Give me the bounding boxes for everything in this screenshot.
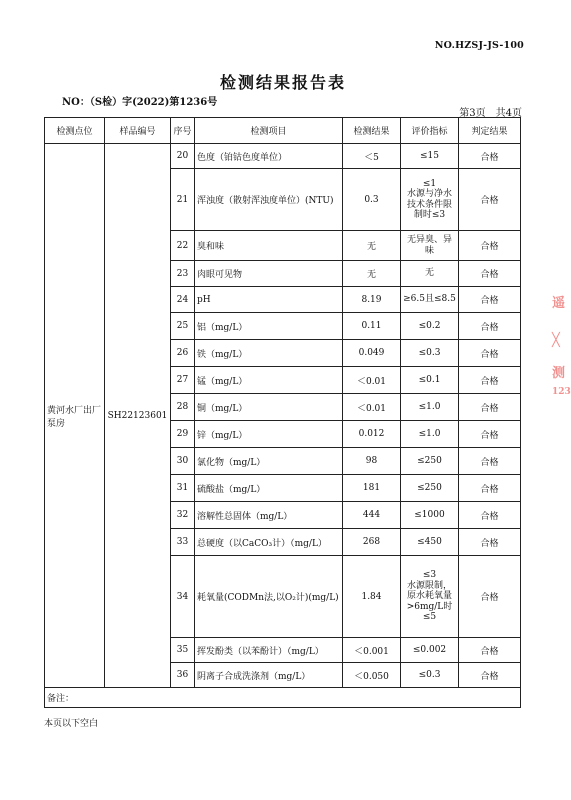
index-cell: 31: [171, 475, 195, 502]
indicator-cell: ≤15: [401, 144, 459, 169]
judgment-cell: 合格: [459, 261, 521, 287]
header-test-item: 检测项目: [195, 118, 343, 144]
index-cell: 28: [171, 394, 195, 421]
test-item-cell: 溶解性总固体（mg/L）: [195, 502, 343, 529]
header-judgment: 判定结果: [459, 118, 521, 144]
test-item-cell: 浑浊度（散射浑浊度单位）(NTU): [195, 169, 343, 231]
test-item-cell: 铝（mg/L）: [195, 313, 343, 340]
page-info: 第3页 共4页: [459, 108, 522, 119]
indicator-cell: 无: [401, 261, 459, 287]
judgment-cell: 合格: [459, 340, 521, 367]
result-cell: ＜5: [343, 144, 401, 169]
test-item-cell: 肉眼可见物: [195, 261, 343, 287]
judgment-cell: 合格: [459, 529, 521, 556]
indicator-cell: ≤250: [401, 475, 459, 502]
judgment-cell: 合格: [459, 144, 521, 169]
judgment-cell: 合格: [459, 421, 521, 448]
indicator-cell: ≥6.5且≤8.5: [401, 287, 459, 313]
judgment-cell: 合格: [459, 231, 521, 261]
indicator-cell: ≤0.002: [401, 638, 459, 663]
indicator-cell: ≤3 水源限制，原水耗氧量>6mg/L时≤5: [401, 556, 459, 638]
judgment-cell: 合格: [459, 394, 521, 421]
result-cell: 0.012: [343, 421, 401, 448]
judgment-cell: 合格: [459, 475, 521, 502]
document-number: NO.HZSJ-JS-100: [434, 40, 524, 51]
index-cell: 33: [171, 529, 195, 556]
test-item-cell: 锌（mg/L）: [195, 421, 343, 448]
judgment-cell: 合格: [459, 502, 521, 529]
result-cell: ＜0.001: [343, 638, 401, 663]
test-item-cell: 耗氧量(CODMn法,以O₂计)(mg/L): [195, 556, 343, 638]
indicator-cell: ≤450: [401, 529, 459, 556]
result-cell: 181: [343, 475, 401, 502]
test-item-cell: 氯化物（mg/L）: [195, 448, 343, 475]
result-cell: 444: [343, 502, 401, 529]
report-title: 检测结果报告表: [219, 73, 346, 92]
judgment-cell: 合格: [459, 638, 521, 663]
result-cell: 0.3: [343, 169, 401, 231]
indicator-cell: 无异臭、异味: [401, 231, 459, 261]
footer-note: 本页以下空白: [44, 719, 99, 729]
index-cell: 26: [171, 340, 195, 367]
indicator-cell: ≤0.1: [401, 367, 459, 394]
header-index: 序号: [171, 118, 195, 144]
test-item-cell: pH: [195, 287, 343, 313]
index-cell: 32: [171, 502, 195, 529]
test-item-cell: 色度（铂钴色度单位）: [195, 144, 343, 169]
header-location: 检测点位: [45, 118, 105, 144]
header-result: 检测结果: [343, 118, 401, 144]
index-cell: 22: [171, 231, 195, 261]
report-number: NO：（S检）字(2022)第1236号: [62, 97, 218, 108]
result-cell: 0.049: [343, 340, 401, 367]
index-cell: 25: [171, 313, 195, 340]
judgment-cell: 合格: [459, 367, 521, 394]
table-header-row: [45, 118, 521, 144]
result-cell: 98: [343, 448, 401, 475]
results-table: [44, 117, 521, 708]
test-item-cell: 总硬度（以CaCO₃计）（mg/L）: [195, 529, 343, 556]
indicator-cell: ≤0.3: [401, 663, 459, 688]
table-row: [45, 144, 521, 169]
index-cell: 29: [171, 421, 195, 448]
result-cell: ＜0.050: [343, 663, 401, 688]
header-indicator: 评价指标: [401, 118, 459, 144]
result-cell: 无: [343, 261, 401, 287]
test-item-cell: 挥发酚类（以苯酚计）（mg/L）: [195, 638, 343, 663]
result-cell: 0.11: [343, 313, 401, 340]
judgment-cell: 合格: [459, 663, 521, 688]
indicator-cell: ≤1 水源与净水技术条件限制时≤3: [401, 169, 459, 231]
result-cell: 268: [343, 529, 401, 556]
index-cell: 36: [171, 663, 195, 688]
result-cell: 8.19: [343, 287, 401, 313]
result-cell: 1.84: [343, 556, 401, 638]
index-cell: 35: [171, 638, 195, 663]
indicator-cell: ≤1000: [401, 502, 459, 529]
index-cell: 30: [171, 448, 195, 475]
result-cell: 无: [343, 231, 401, 261]
location-cell: 黄河水厂出厂泵房: [45, 144, 105, 688]
test-item-cell: 臭和味: [195, 231, 343, 261]
seal-stamp-fragment: 遥 ╳ 测 123: [552, 296, 571, 397]
judgment-cell: 合格: [459, 556, 521, 638]
sample-id-cell: SH22123601: [105, 144, 171, 688]
index-cell: 20: [171, 144, 195, 169]
indicator-cell: ≤1.0: [401, 394, 459, 421]
test-item-cell: 锰（mg/L）: [195, 367, 343, 394]
indicator-cell: ≤250: [401, 448, 459, 475]
index-cell: 21: [171, 169, 195, 231]
index-cell: 34: [171, 556, 195, 638]
indicator-cell: ≤0.2: [401, 313, 459, 340]
indicator-cell: ≤1.0: [401, 421, 459, 448]
test-item-cell: 铁（mg/L）: [195, 340, 343, 367]
header-sample-id: 样品编号: [105, 118, 171, 144]
index-cell: 27: [171, 367, 195, 394]
result-cell: ＜0.01: [343, 394, 401, 421]
remarks-label: 备注：: [45, 688, 521, 708]
test-item-cell: 铜（mg/L）: [195, 394, 343, 421]
index-cell: 24: [171, 287, 195, 313]
judgment-cell: 合格: [459, 287, 521, 313]
judgment-cell: 合格: [459, 313, 521, 340]
test-item-cell: 硫酸盐（mg/L）: [195, 475, 343, 502]
test-item-cell: 阴离子合成洗涤剂（mg/L）: [195, 663, 343, 688]
remarks-row: [45, 688, 521, 708]
result-cell: ＜0.01: [343, 367, 401, 394]
index-cell: 23: [171, 261, 195, 287]
indicator-cell: ≤0.3: [401, 340, 459, 367]
judgment-cell: 合格: [459, 448, 521, 475]
judgment-cell: 合格: [459, 169, 521, 231]
